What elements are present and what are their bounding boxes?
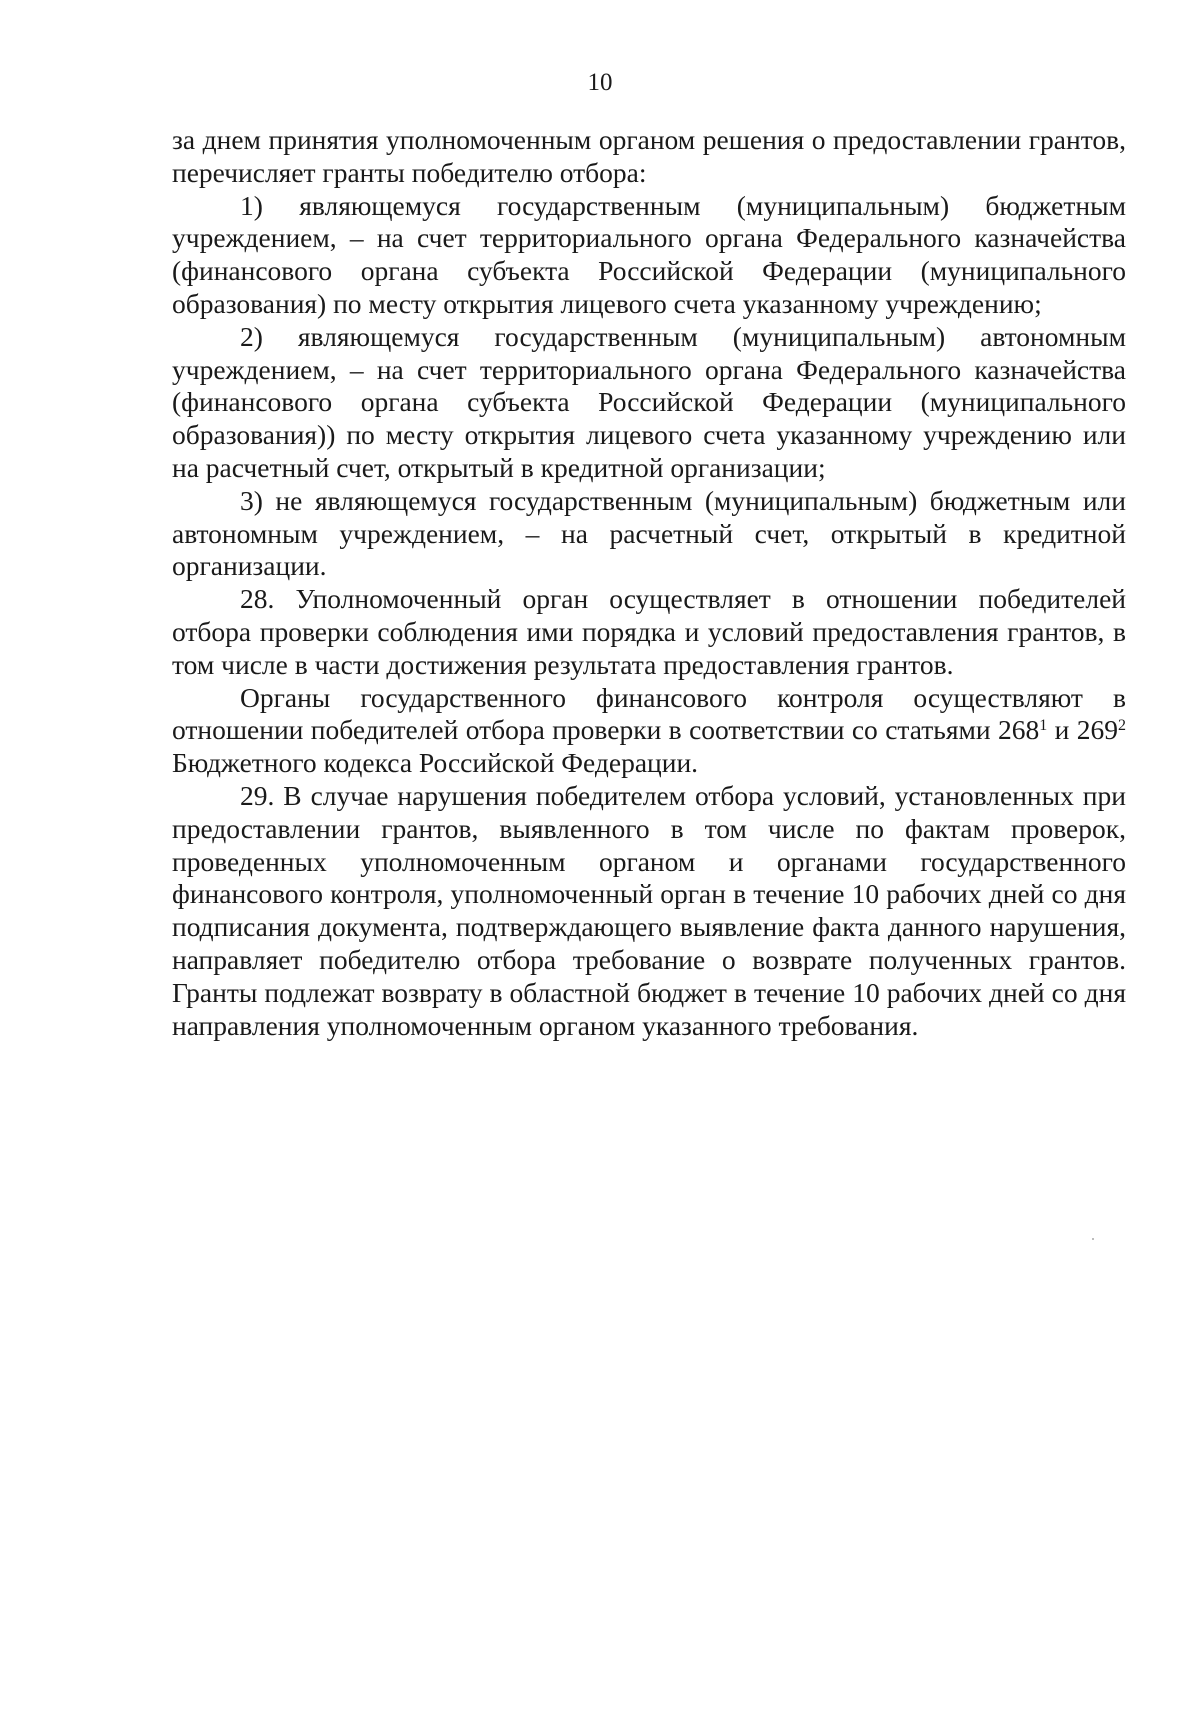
paragraph-item-1: 1) являющемуся государственным (муниципальным) бюджетным учреждением, – на счет территориального органа Федерального казначейства (финансового органа субъекта Российской Федерации (муниципального образования) по месту открытия лицевого счета указанному учреждению; [172, 189, 1126, 319]
superscript-1: 1 [1039, 717, 1048, 735]
superscript-2: 2 [1118, 717, 1126, 735]
control-text-middle: и 269 [1047, 714, 1118, 746]
paragraph-clause-29: 29. В случае нарушения победителем отбора условий, установленных при предоставлении грантов, выявленного в том числе по фактам проверок, проведенных уполномоченным органом и органами государственного финансового контроля, уполномоченный орган в течение 10 рабочих дней со дня подписания документа, подтверждающего выявление факта данного нарушения, направляет победителю отбора требование о возврате полученных грантов. Гранты подлежат возврату в областной бюджет в течение 10 рабочих дней со дня направления уполномоченным органом указанного требования. [172, 779, 1126, 1041]
page-number: 10 [587, 69, 613, 96]
paragraph-financial-control [172, 682, 1126, 780]
paragraph-item-2: 2) являющемуся государственным (муниципальным) автономным учреждением, – на счет территориального органа Федерального казначейства (финансового органа субъекта Российской Федерации (муниципального образования)) по месту открытия лицевого счета указанному учреждению или на расчетный счет, открытый в кредитной организации; [172, 320, 1126, 483]
paragraph-intro: за днем принятия уполномоченным органом решения о предоставлении грантов, перечисляет гранты победителю отбора: [172, 124, 1126, 188]
control-text-after: Бюджетного кодекса Российской Федерации. [172, 747, 699, 779]
document-body [172, 124, 1126, 1042]
control-text-before: Органы государственного финансового контроля осуществляют в отношении победителей отбора проверки в соответствии со статьями 268 [172, 681, 1126, 746]
paragraph-clause-28: 28. Уполномоченный орган осуществляет в отношении победителей отбора проверки соблюдения ими порядка и условий предоставления грантов, в том числе в части достижения результата предоставления грантов. [172, 583, 1126, 680]
scan-speck [1092, 1238, 1094, 1240]
paragraph-item-3: 3) не являющемуся государственным (муниципальным) бюджетным или автономным учреждением, – на расчетный счет, открытый в кредитной организации. [172, 484, 1126, 582]
